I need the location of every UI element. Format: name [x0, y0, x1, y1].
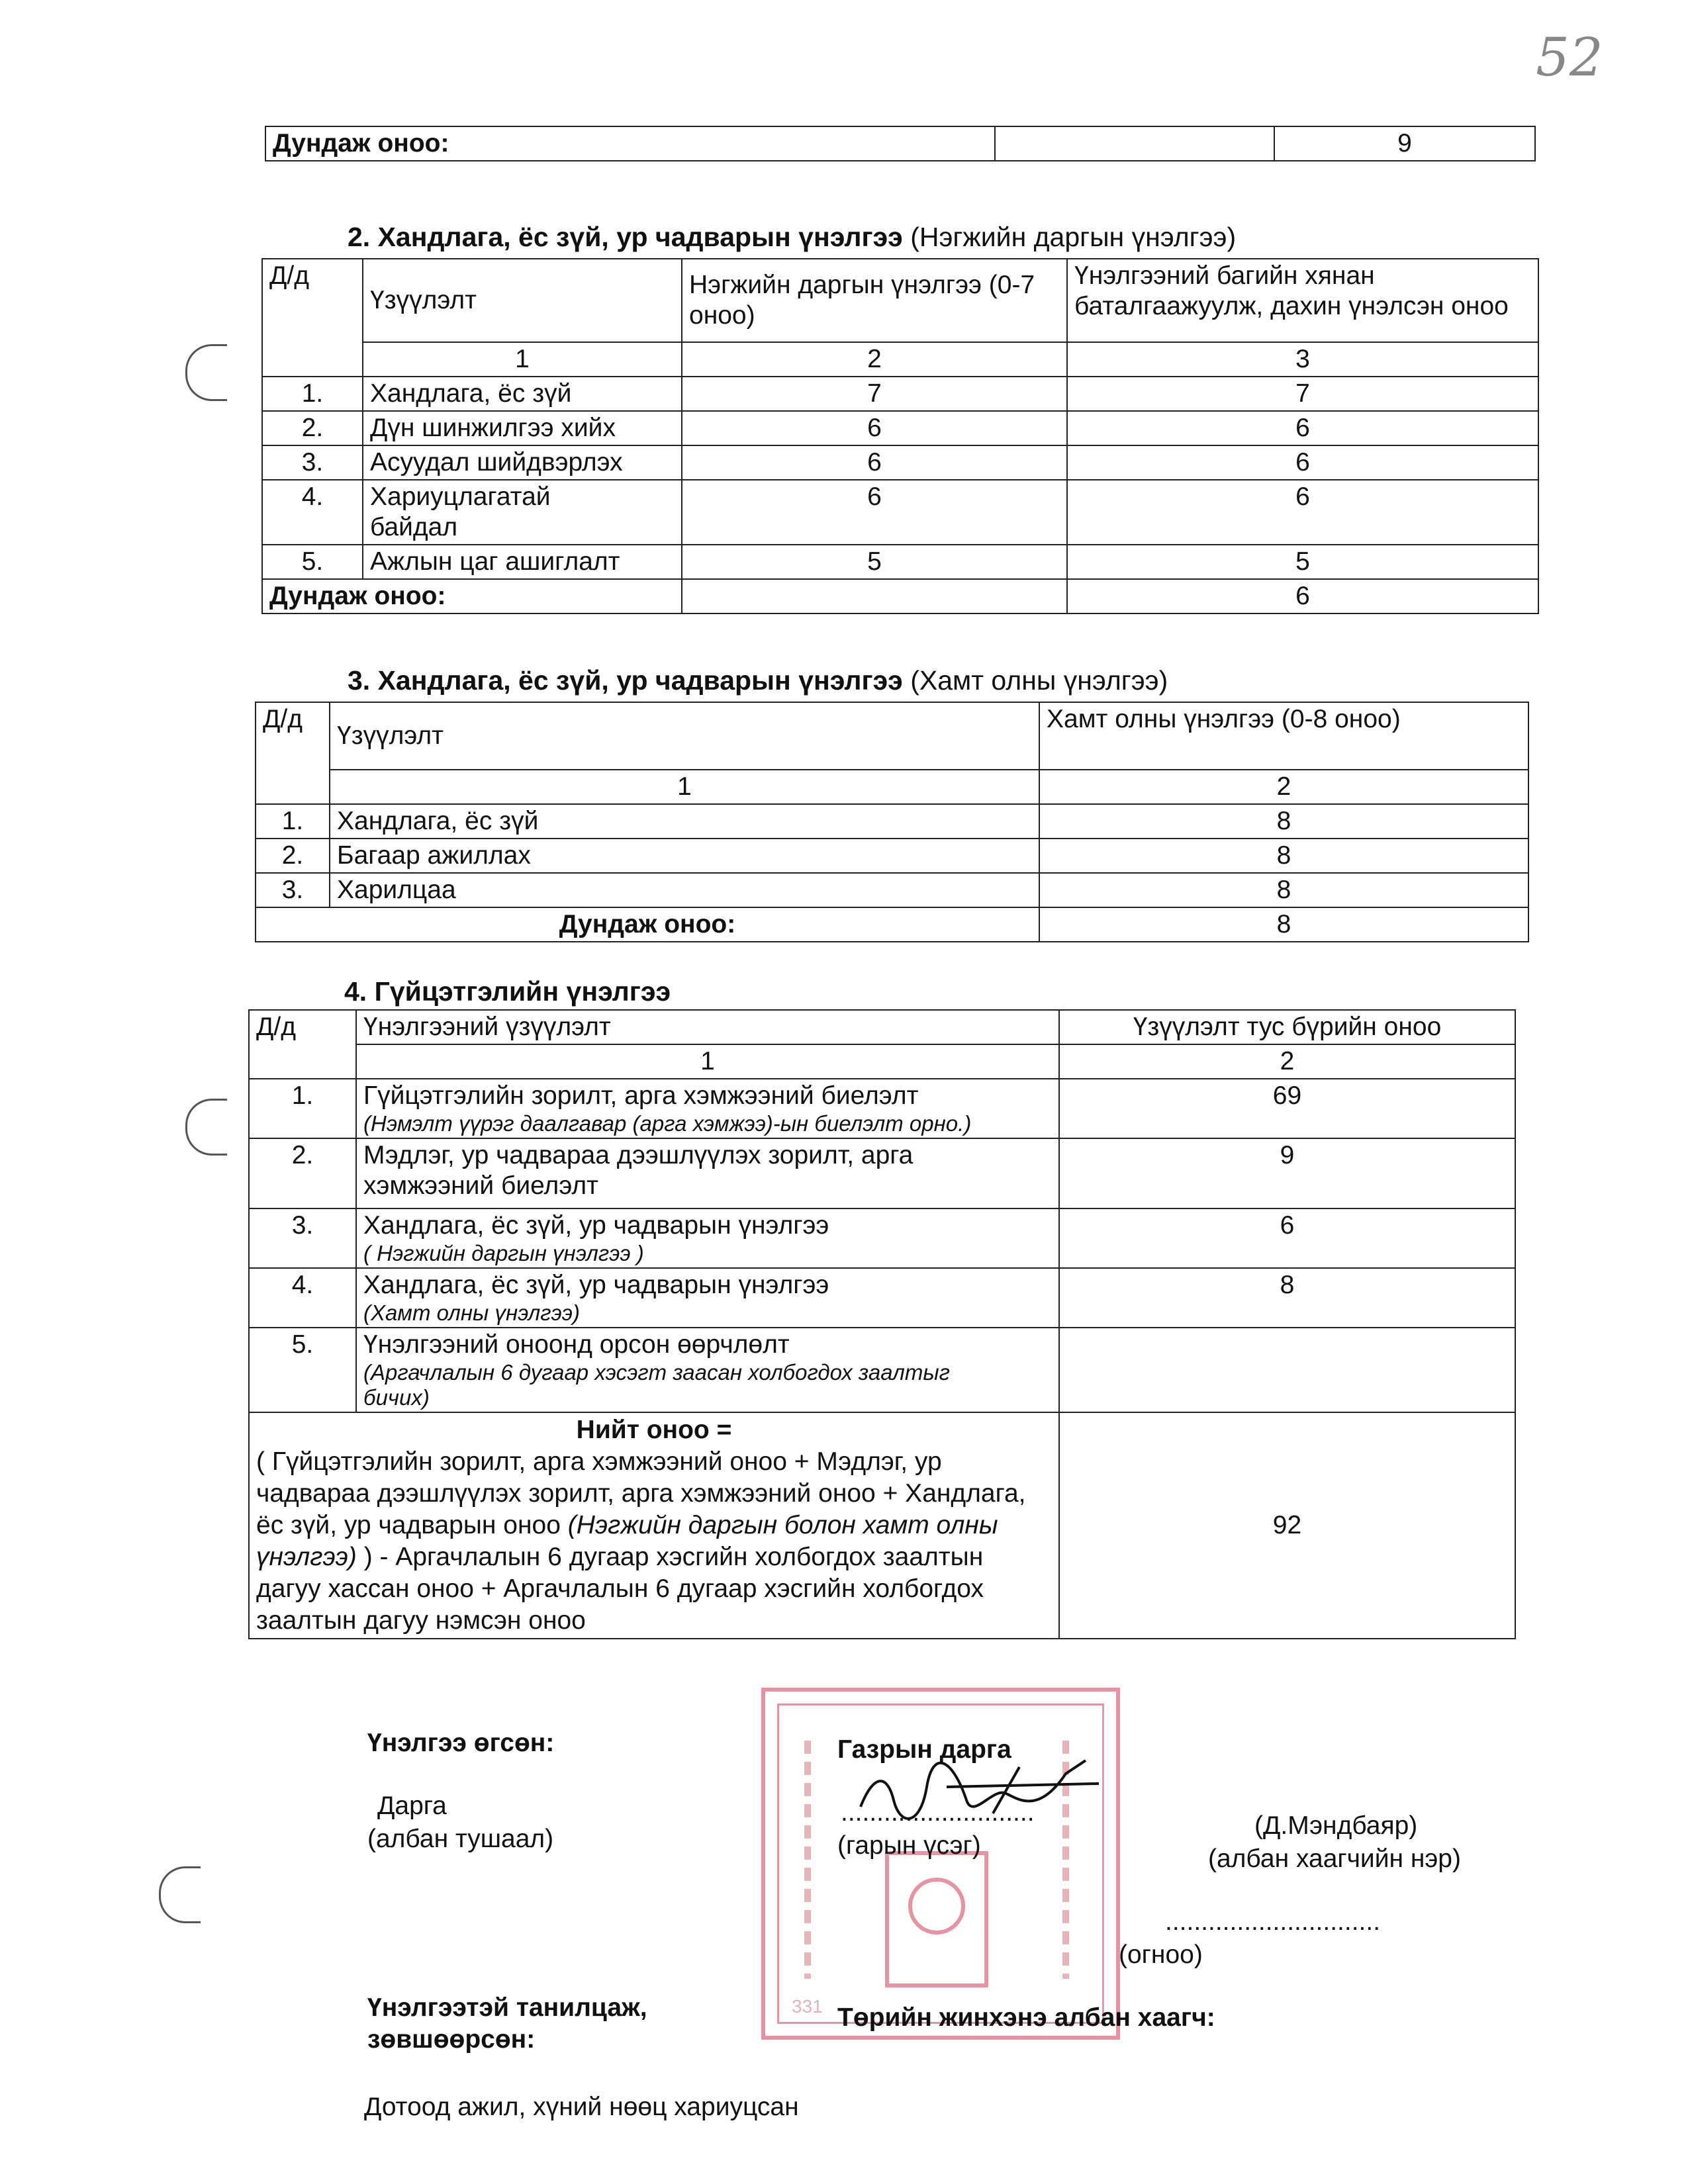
table-row: [256, 839, 1528, 873]
row-number: 5.: [262, 545, 363, 579]
row-name-text: Мэдлэг, ур чадвараа дээшлүүлэх зорилт, арга хэмжээний биелэлт: [363, 1141, 914, 1200]
col-num: 1: [330, 770, 1039, 804]
hr-label: Дотоод ажил, хүний нөөц хариуцсан: [364, 2093, 799, 2121]
row-number: 5.: [249, 1328, 356, 1412]
row-value: 6: [682, 411, 1067, 445]
table-1-average: [265, 126, 1536, 161]
table-row: [262, 480, 1538, 545]
row-name: [356, 1138, 1059, 1208]
section-4-title: 4. Гүйцэтгэлийн үнэлгээ: [344, 976, 671, 1007]
row-note: (Хамт олны үнэлгээ): [363, 1300, 580, 1325]
row-value: 5: [682, 545, 1067, 579]
section-2-title: [348, 222, 1236, 253]
header-team-rescore: Үнэлгээний багийн хянан баталгаажуулж, дахин үнэлсэн оноо: [1067, 259, 1538, 342]
row-value: 6: [682, 445, 1067, 480]
punch-hole: [185, 344, 227, 401]
row-value: 8: [1039, 839, 1528, 873]
civil-servant-label: Төрийн жинхэнэ албан хаагч:: [837, 2003, 1215, 2032]
section-title-normal: (Нэгжийн даргын үнэлгээ): [902, 222, 1237, 252]
col-num: 2: [682, 342, 1067, 377]
header-dd: Д/д: [249, 1010, 356, 1079]
row-number: 2.: [249, 1138, 356, 1208]
handwritten-signature: [847, 1747, 1112, 1840]
col-num: 1: [363, 342, 682, 377]
total-value: 92: [1059, 1412, 1515, 1639]
row-name: Багаар ажиллах: [330, 839, 1039, 873]
stamp-number: 331: [792, 1996, 823, 2017]
given-by-label: Үнэлгээ өгсөн:: [367, 1729, 555, 1757]
row-number: 2.: [262, 411, 363, 445]
table-row: [262, 377, 1538, 411]
row-value: 6: [1067, 411, 1538, 445]
row-number: 3.: [262, 445, 363, 480]
col-num: 2: [1039, 770, 1528, 804]
row-value: 6: [1067, 445, 1538, 480]
table-row: [256, 804, 1528, 839]
row-number: 2.: [256, 839, 330, 873]
header-dd: Д/д: [256, 702, 330, 804]
header-indicator: Үнэлгээний үзүүлэлт: [356, 1010, 1059, 1044]
row-number: 3.: [256, 873, 330, 907]
row-name-text: Үнэлгээний оноонд орсон өөрчлөлт: [363, 1330, 790, 1359]
avg-value: 6: [1067, 579, 1538, 614]
row-value: 7: [682, 377, 1067, 411]
total-label: Нийт оноо =: [576, 1416, 732, 1444]
total-description: [249, 1412, 1059, 1639]
row-name: [363, 480, 682, 545]
table-section-3: [255, 702, 1529, 942]
dept-head-title: Газрын дарга: [837, 1735, 1011, 1764]
date-dots: ..............................: [1165, 1907, 1381, 1936]
avg-label: Дундаж оноо:: [262, 579, 682, 614]
row-value: 6: [682, 480, 1067, 545]
row-name: [356, 1208, 1059, 1268]
row-name: [356, 1079, 1059, 1138]
col-num: 3: [1067, 342, 1538, 377]
row-number: 1.: [256, 804, 330, 839]
header-collective-score: Хамт олны үнэлгээ (0-8 оноо): [1039, 702, 1528, 770]
date-hint: (огноо): [1119, 1940, 1203, 1969]
row-name: [356, 1328, 1059, 1412]
header-indicator: Үзүүлэлт: [363, 259, 682, 342]
punch-hole: [159, 1866, 201, 1923]
row-note: (Аргачлалын 6 дугаар хэсэгт заасан холбогдох заалтыг бичих): [363, 1360, 950, 1410]
row-value: 6: [1067, 480, 1538, 545]
row-name: Хандлага, ёс зүй: [363, 377, 682, 411]
row-name: Хандлага, ёс зүй: [330, 804, 1039, 839]
total-desc-part1: ( Гүйцэтгэлийн зорилт, арга хэмжээний оноо + Мэдлэг, ур чадвараа дээшлүүлэх зорилт, арга хэмжээний оноо + Хандлага, ёс зүй, ур чадварын оноо: [256, 1447, 1026, 1539]
row-name: Ажлын цаг ашиглалт: [363, 545, 682, 579]
row-name: Дүн шинжилгээ хийх: [363, 411, 682, 445]
table-row: [249, 1268, 1515, 1328]
employee-name: (Д.Мэндбаяр): [1254, 1811, 1418, 1840]
section-title-bold: 3. Хандлага, ёс зүй, ур чадварын үнэлгээ: [348, 665, 903, 696]
row-note: ( Нэгжийн даргын үнэлгээ ): [363, 1241, 644, 1265]
row-number: 4.: [249, 1268, 356, 1328]
row-name-text: Хандлага, ёс зүй, ур чадварын үнэлгээ: [363, 1271, 829, 1299]
row-value: 6: [1059, 1208, 1515, 1268]
position-hint: (албан тушаал): [367, 1825, 554, 1853]
row-value: 69: [1059, 1079, 1515, 1138]
row-value: [1059, 1328, 1515, 1412]
row-name-text: Хариуцлагатай байдал: [370, 482, 551, 541]
row-number: 1.: [262, 377, 363, 411]
row-value: 7: [1067, 377, 1538, 411]
row-name-text: Гүйцэтгэлийн зорилт, арга хэмжээний биелэлт: [363, 1081, 919, 1110]
table-section-2: [261, 258, 1539, 614]
table-row: [262, 445, 1538, 480]
table-row: [249, 1328, 1515, 1412]
row-name: Асуудал шийдвэрлэх: [363, 445, 682, 480]
header-dd: Д/д: [262, 259, 363, 377]
table-row: [262, 411, 1538, 445]
avg-label: Дундаж оноо:: [256, 907, 1039, 942]
section-3-title: [348, 665, 1168, 696]
table-row: [249, 1138, 1515, 1208]
row-name: [356, 1268, 1059, 1328]
total-desc-part2: ) - Аргачлалын 6 дугаар хэсгийн холбогдох заалтын дагуу хассан оноо + Аргачлалын 6 дугаар хэсгийн холбогдох заалтын дагуу нэмсэн оноо: [256, 1543, 984, 1635]
header-indicator: Үзүүлэлт: [330, 702, 1039, 770]
row-number: 1.: [249, 1079, 356, 1138]
table-row: [249, 1079, 1515, 1138]
col-num: 2: [1059, 1044, 1515, 1079]
header-unit-head-score: Нэгжийн даргын үнэлгээ (0-7 оноо): [682, 259, 1067, 342]
row-value: 8: [1059, 1268, 1515, 1328]
section-title-bold: 2. Хандлага, ёс зүй, ур чадварын үнэлгээ: [348, 222, 903, 252]
avg-value: 9: [1274, 126, 1535, 161]
table-row: [256, 873, 1528, 907]
row-value: 8: [1039, 804, 1528, 839]
punch-hole: [185, 1099, 227, 1156]
total-desc-italic: (Нэгжийн даргын болон хамт олны үнэлгээ): [256, 1511, 998, 1571]
signature-dots: ...........................: [841, 1798, 1035, 1827]
position-value: Дарга: [377, 1792, 447, 1820]
table-section-4: [248, 1009, 1516, 1639]
avg-label: Дундаж оноо:: [265, 126, 995, 161]
table-row: [249, 1208, 1515, 1268]
signature-hint: (гарын үсэг): [837, 1831, 981, 1860]
row-value: 9: [1059, 1138, 1515, 1208]
row-name-text: Хандлага, ёс зүй, ур чадварын үнэлгээ: [363, 1211, 829, 1240]
col-num: 1: [356, 1044, 1059, 1079]
page-number: 52: [1536, 26, 1603, 88]
section-title-normal: (Хамт олны үнэлгээ): [902, 665, 1168, 696]
avg-value: 8: [1039, 907, 1528, 942]
row-number: 4.: [262, 480, 363, 545]
row-name: Харилцаа: [330, 873, 1039, 907]
row-value: 5: [1067, 545, 1538, 579]
employee-name-hint: (албан хаагчийн нэр): [1208, 1844, 1461, 1873]
row-note: (Нэмэлт үүрэг даалгавар (арга хэмжээ)-ын биелэлт орно.): [363, 1111, 972, 1136]
row-value: 8: [1039, 873, 1528, 907]
acquainted-label: Үнэлгээтэй танилцаж, зөвшөөрсөн:: [367, 1993, 647, 2054]
table-row: [262, 545, 1538, 579]
header-score: Үзүүлэлт тус бүрийн оноо: [1059, 1010, 1515, 1044]
row-number: 3.: [249, 1208, 356, 1268]
total-row: [249, 1412, 1515, 1639]
